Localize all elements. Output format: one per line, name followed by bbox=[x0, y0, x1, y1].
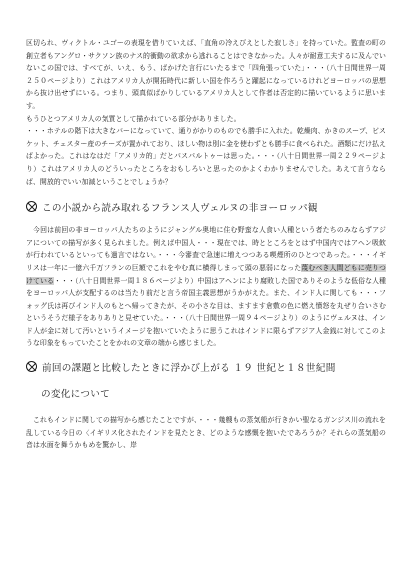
crossed-circle-icon bbox=[26, 201, 37, 212]
section-heading-text: 前回の課題と比較したときに浮かび上がる １９ 世紀と１８世紀間 bbox=[42, 363, 336, 375]
section-heading-non-european-view bbox=[26, 200, 386, 216]
paragraph-american-temperament: もうひとつアメリカ人の気質として描かれている部分がありました。 bbox=[26, 114, 241, 123]
crossed-circle-icon bbox=[26, 361, 37, 372]
paragraph-opening: 区切られ、ヴィクトル・ユゴーの表現を借りていえば、「直角の冷えびえとした寂しさ」を持っていた。監査の町の創立者もアングロ・サクソン族のナス的衝動の欲求から逃れることはできなかった。人々が耐意工夫するに及んでいないこの国では、すべてが、いえ、もう、ばかげた言行にいたるまで「四角張っていた」・・・（八十日間世界一周２５０ページより）これはアメリカ人が開拓時代に新しい国を作ろうと躍起になっているけれどヨーロッパの思想から抜け出せずにいる。つまり、頭真似ばかりしているアメリカ人として作者は否定的に描いているように思います。 bbox=[26, 39, 386, 110]
paragraph-asia-depiction bbox=[26, 224, 386, 350]
highlighted-text: 蔑むべき人間 bbox=[301, 263, 344, 272]
text-run: ・・・（八十日間世界一周１８６ページより）中国はアヘンにより腐敗した国でありそのような低俗な人種をヨーロッパ人が支配するのは当たり前だと言う帝国主義思想がうかがえた。また、インド人に関しても・・・フォッグ氏は再びインド人のもとへ帰ってきたが、その小さな目は、ますます倉敷の色に燃え憤怒を丸ぜり合いさむというそうだ様子をありありと見せていた。・・・（八十日間世界一周９４ページより）のようにヴェルヌは、インド人が金に対して汚いというイメージを抱いていたように思うこれはインドに限らずアジア人金銭に対してこのような印象をもっていたことをかれの文章の端から感じました。 bbox=[26, 276, 387, 348]
section-heading-continuation: の変化について bbox=[41, 389, 111, 401]
highlighted-text: どもに売りつけている bbox=[26, 263, 386, 285]
section-heading-text: この小説から読み取れるフランス人ヴェルヌの非ヨーロッパ観 bbox=[42, 203, 318, 215]
text-run: 今回は前回の非ヨーロッパ人たちのようにジャングル奥地に住む野蛮な人食い人種という者たちのみならずアジアについての描写が多く見られました。例えば中国人・・・現在では、時とところをとはず中国内ではアヘン吸飲が行われているといっても過言ではない。・・・今審査で急速に増えつつある喫煙所のひとつであった。・・・イギリスは一年に一億六千万フランの巨額でこれをやむ真に横得しまって頭の悪弱になった bbox=[26, 226, 386, 272]
section-heading-century-comparison bbox=[26, 360, 386, 376]
paragraph-hotel-bar: ・・・ホテルの階下は大きなバーになっていて、通りがかりのものでも勝手に入れた。乾燥肉、かきのスープ、ビスケット、チェスター産のチーズが置かれており、ほしい物は別に金を使わずとも勝手に食べられた。酒類にだけ払えばよかった。これはなはだ「アメリカ的」だとパスパルトゥーは思った。・・・（八十日間世界一周２２９ページより）これはアメリカ人のどういったところをおもしろいと思ったのかよくわかりませんでした。あえて言うならば、開放的でいい加減ということでしょうか？ bbox=[26, 127, 386, 186]
paragraph-india-description: これもインドに関しての描写から感じたことですが、・・・幾艘もの蒸気船が行きかい聖なるガンジス川の流れを乱している今日の〈イギリス化されたインドを見たとき、どのような感慨を抱いたであろうか？それらの蒸気船の音は水面を舞うかもめを驚かし、岸 bbox=[26, 416, 386, 450]
